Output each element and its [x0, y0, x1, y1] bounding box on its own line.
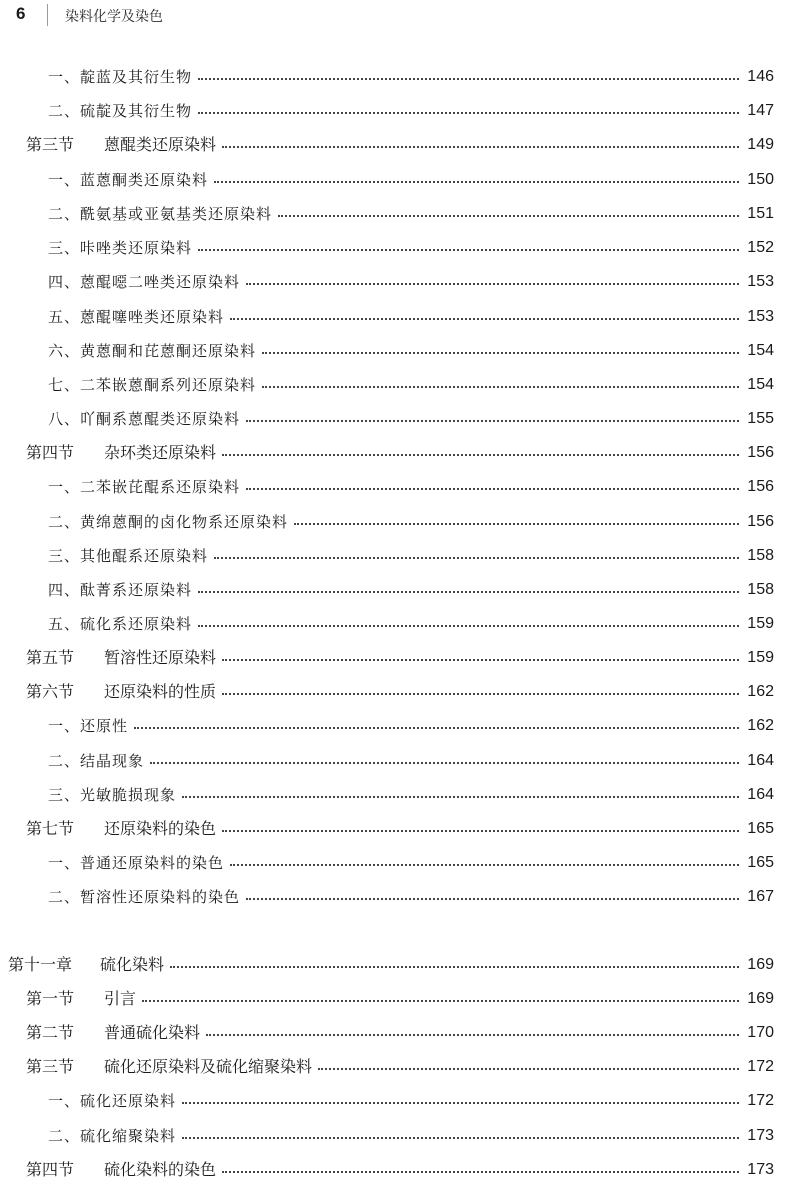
toc-entry-item [0, 609, 790, 639]
leader-dots [222, 452, 739, 456]
toc-entry-label [48, 746, 144, 776]
toc-entry-section [0, 984, 790, 1014]
toc-page-number: 164 [747, 752, 774, 769]
toc-entry-label [48, 336, 256, 366]
toc-entry-title: 一、蓝蒽酮类还原染料 [48, 171, 209, 189]
leader-dots [278, 213, 739, 217]
toc-entry-section [0, 438, 790, 468]
header-divider [47, 4, 48, 26]
leader-dots [170, 964, 739, 968]
toc-page-number: 169 [747, 956, 774, 973]
section-number: 第二节 [26, 1023, 75, 1042]
toc-page-number: 165 [747, 820, 774, 837]
toc-entry-title: 杂环类还原染料 [104, 443, 217, 462]
toc-entry-title: 二、硫靛及其衍生物 [48, 102, 193, 120]
toc-entry-label [8, 950, 164, 980]
toc-page-number: 152 [747, 239, 774, 256]
toc-page-number: 150 [747, 171, 774, 188]
toc-entry-title: 三、光敏脆损现象 [48, 786, 177, 804]
toc-entry-label [48, 472, 240, 502]
toc-page-number: 153 [747, 273, 774, 290]
toc-entry-section [0, 677, 790, 707]
page-header [0, 0, 790, 34]
toc-entry-item [0, 711, 790, 741]
toc-entry-label [48, 609, 192, 639]
leader-dots [246, 486, 739, 490]
toc-entry-item [0, 96, 790, 126]
toc-page-number: 162 [747, 717, 774, 734]
toc-entry-label [48, 267, 240, 297]
toc-page-number: 159 [747, 615, 774, 632]
leader-dots [230, 862, 739, 866]
toc-entry-section [0, 1155, 790, 1185]
toc-entry-section [0, 130, 790, 160]
leader-dots [198, 110, 739, 114]
toc-entry-title: 一、普通还原染料的染色 [48, 854, 225, 872]
toc-entry-label [48, 711, 128, 741]
leader-dots [214, 555, 739, 559]
section-number: 第五节 [26, 648, 75, 667]
toc-entry-title: 一、二苯嵌芘醌系还原染料 [48, 478, 241, 496]
toc-entry-item [0, 370, 790, 400]
toc-page-number: 154 [747, 342, 774, 359]
toc-entry-label [48, 62, 192, 92]
toc-entry-title: 硫化染料的染色 [104, 1160, 217, 1179]
section-number: 第六节 [26, 682, 75, 701]
toc-page-number: 164 [747, 786, 774, 803]
toc-entry-title: 五、硫化系还原染料 [48, 615, 193, 633]
toc-page-number: 169 [747, 990, 774, 1007]
toc-entry-label [48, 199, 272, 229]
leader-dots [230, 316, 739, 320]
toc-page-number: 172 [747, 1058, 774, 1075]
toc-entry-item [0, 848, 790, 878]
section-number: 第七节 [26, 819, 75, 838]
leader-dots [206, 1032, 739, 1036]
toc-entry-title: 一、靛蓝及其衍生物 [48, 68, 193, 86]
leader-dots [182, 1100, 739, 1104]
toc-entry-item [0, 62, 790, 92]
toc-entry-label [48, 882, 240, 912]
toc-entry-label [48, 233, 192, 263]
leader-dots [198, 589, 739, 593]
toc-entry-label [48, 1121, 176, 1151]
leader-dots [214, 179, 739, 183]
toc-page-number: 146 [747, 68, 774, 85]
toc-entry-item [0, 575, 790, 605]
toc-entry-section [0, 814, 790, 844]
toc-page-number: 173 [747, 1161, 774, 1178]
leader-dots [198, 247, 739, 251]
leader-dots [150, 760, 739, 764]
toc-entry-title: 二、暂溶性还原染料的染色 [48, 888, 241, 906]
leader-dots [222, 1169, 739, 1173]
toc-page-number: 167 [747, 888, 774, 905]
toc-page-number: 155 [747, 410, 774, 427]
toc-entry-item [0, 780, 790, 810]
leader-dots [222, 828, 739, 832]
toc-entry-title: 二、酰氨基或亚氨基类还原染料 [48, 205, 273, 223]
toc-entry-title: 一、还原性 [48, 717, 129, 735]
toc-page-number: 147 [747, 102, 774, 119]
leader-dots [182, 1135, 739, 1139]
leader-dots [294, 521, 739, 525]
toc-entry-title: 二、黄绵蒽酮的卤化物系还原染料 [48, 513, 289, 531]
leader-dots [222, 144, 739, 148]
toc-entry-label [48, 507, 288, 537]
toc-entry-title: 四、酞菁系还原染料 [48, 581, 193, 599]
section-number: 第四节 [26, 1160, 75, 1179]
section-number: 第三节 [26, 1057, 75, 1076]
toc-entry-title: 三、咔唑类还原染料 [48, 239, 193, 257]
leader-dots [246, 281, 739, 285]
toc-entry-title: 五、蒽醌噻唑类还原染料 [48, 308, 225, 326]
toc-entry-label [48, 780, 176, 810]
toc-entry-label [26, 1018, 200, 1048]
toc-page-number: 162 [747, 683, 774, 700]
leader-dots [222, 691, 739, 695]
toc-entry-item [0, 1086, 790, 1116]
toc-page-number: 165 [747, 854, 774, 871]
toc-page-number: 156 [747, 513, 774, 530]
toc-page-number: 158 [747, 547, 774, 564]
toc-entry-label [26, 984, 136, 1014]
toc-entry-item [0, 199, 790, 229]
leader-dots [142, 998, 739, 1002]
toc-entry-title: 普通硫化染料 [104, 1023, 201, 1042]
toc-entry-title: 七、二苯嵌蒽酮系列还原染料 [48, 376, 257, 394]
toc-entry-item [0, 1121, 790, 1151]
toc-entry-label [26, 643, 216, 673]
toc-entry-label [26, 130, 216, 160]
toc-entry-section [0, 1052, 790, 1082]
toc-page-number: 153 [747, 308, 774, 325]
toc-entry-label [48, 404, 240, 434]
toc-entry-label [26, 1052, 312, 1082]
toc-entry-chapter [0, 950, 790, 980]
toc-page-number: 170 [747, 1024, 774, 1041]
toc-entry-item [0, 541, 790, 571]
toc-entry-title: 还原染料的染色 [104, 819, 217, 838]
toc-entry-title: 蒽醌类还原染料 [104, 135, 217, 154]
toc-entry-label [48, 370, 256, 400]
toc-entry-title: 六、黄蒽酮和芘蒽酮还原染料 [48, 342, 257, 360]
leader-dots [262, 384, 739, 388]
section-number: 第一节 [26, 989, 75, 1008]
toc-entry-item [0, 336, 790, 366]
toc-entry-title: 八、吖酮系蒽醌类还原染料 [48, 410, 241, 428]
toc-entry-section [0, 643, 790, 673]
leader-dots [222, 657, 739, 661]
toc-entry-label [26, 438, 216, 468]
toc-entry-section [0, 1018, 790, 1048]
toc-entry-label [48, 848, 224, 878]
toc-page-number: 172 [747, 1092, 774, 1109]
toc-page-number: 149 [747, 136, 774, 153]
toc-entry-item [0, 267, 790, 297]
running-title: 染料化学及染色 [65, 9, 163, 25]
toc-entry-label [26, 1155, 216, 1185]
toc-page-number: 154 [747, 376, 774, 393]
toc-entry-title: 硫化还原染料及硫化缩聚染料 [104, 1057, 313, 1076]
toc-entry-label [26, 814, 216, 844]
toc-entry-title: 引言 [104, 989, 137, 1008]
toc-entry-item [0, 507, 790, 537]
chapter-number: 第十一章 [8, 955, 73, 974]
toc-entry-label [26, 677, 216, 707]
leader-dots [318, 1066, 739, 1070]
toc-entry-item [0, 165, 790, 195]
toc-entry-item [0, 233, 790, 263]
toc-entry-label [48, 96, 192, 126]
leader-dots [246, 896, 739, 900]
toc-entry-title: 硫化染料 [100, 955, 165, 974]
leader-dots [198, 623, 739, 627]
toc-entry-item [0, 302, 790, 332]
page-number: 6 [16, 4, 26, 23]
toc-entry-label [48, 541, 208, 571]
section-number: 第四节 [26, 443, 75, 462]
toc-entry-label [48, 302, 224, 332]
toc-entry-title: 暂溶性还原染料 [104, 648, 217, 667]
toc-entry-label [48, 1086, 176, 1116]
leader-dots [198, 76, 739, 80]
toc-entry-item [0, 882, 790, 912]
leader-dots [134, 725, 739, 729]
toc-page-number: 156 [747, 478, 774, 495]
toc-entry-label [48, 575, 192, 605]
toc-page-number: 159 [747, 649, 774, 666]
leader-dots [246, 418, 739, 422]
toc-page-number: 158 [747, 581, 774, 598]
toc-entry-title: 二、结晶现象 [48, 752, 145, 770]
toc-page-number: 151 [747, 205, 774, 222]
toc-entry-item [0, 472, 790, 502]
toc-entry-title: 三、其他醌系还原染料 [48, 547, 209, 565]
toc-page-number: 156 [747, 444, 774, 461]
leader-dots [182, 794, 739, 798]
toc-entry-item [0, 746, 790, 776]
toc-entry-label [48, 165, 208, 195]
section-number: 第三节 [26, 135, 75, 154]
toc-entry-title: 还原染料的性质 [104, 682, 217, 701]
toc-entry-item [0, 404, 790, 434]
toc-entry-title: 二、硫化缩聚染料 [48, 1127, 177, 1145]
toc-entry-title: 一、硫化还原染料 [48, 1092, 177, 1110]
leader-dots [262, 350, 739, 354]
toc-page-number: 173 [747, 1127, 774, 1144]
toc-entry-title: 四、蒽醌噁二唑类还原染料 [48, 273, 241, 291]
